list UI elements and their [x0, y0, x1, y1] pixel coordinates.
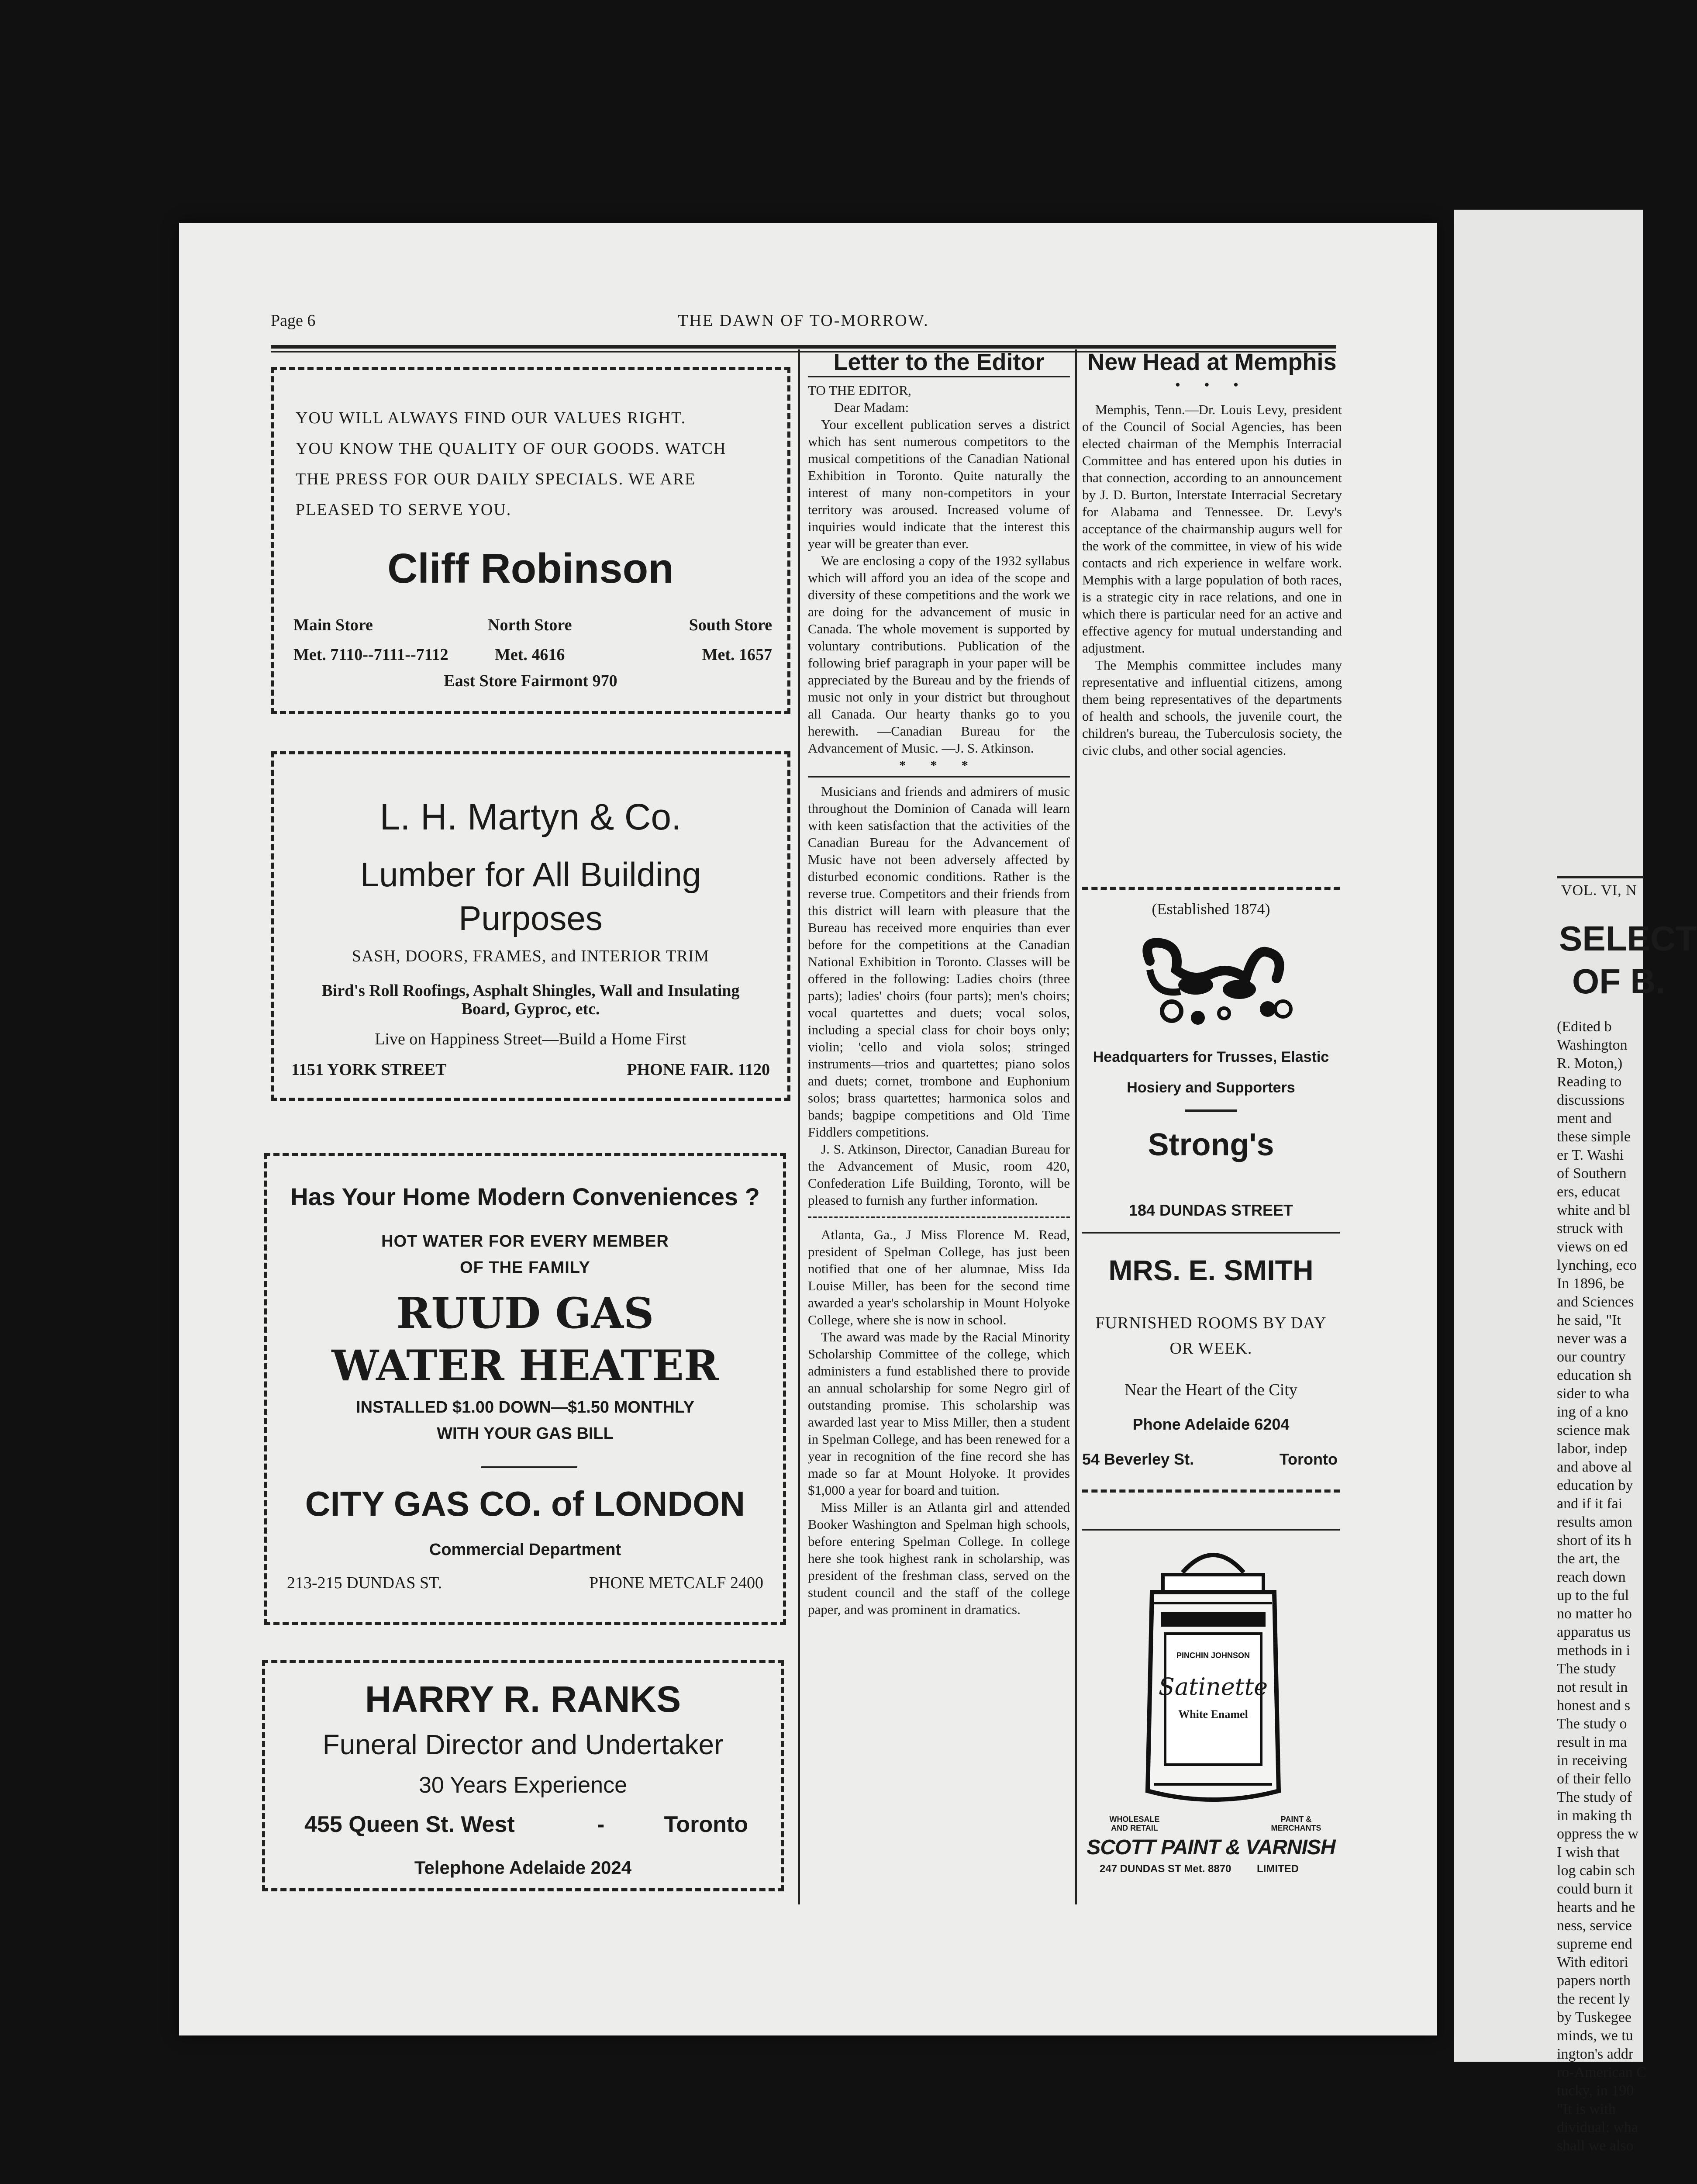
ad-address: 455 Queen St. West: [304, 1812, 515, 1837]
article-heading: Letter to the Editor: [833, 349, 1045, 375]
adjacent-column-line: in receiving: [1557, 1752, 1628, 1769]
adjacent-column-line: shall we also: [1557, 2138, 1634, 2154]
adjacent-page: [1454, 210, 1697, 2154]
ad-line-2: 30 Years Experience: [418, 1773, 627, 1798]
adjacent-column-line: reach down: [1557, 1569, 1626, 1585]
adjacent-column-line: methods in i: [1557, 1642, 1631, 1659]
column-rule: [1075, 349, 1077, 1904]
salutation-2: Dear Madam:: [834, 400, 909, 415]
ad-line-1: Funeral Director and Undertaker: [322, 1729, 724, 1760]
adjacent-column-line: er T. Washi: [1557, 1147, 1624, 1163]
ad-phone: Telephone Adelaide 2024: [414, 1857, 632, 1878]
adjacent-column-line: oppress the w: [1557, 1826, 1638, 1842]
adjacent-column-line: papers north: [1557, 1973, 1631, 1989]
can-label-2: Satinette: [1158, 1673, 1268, 1700]
adjacent-column-line: log cabin sch: [1557, 1863, 1635, 1879]
adjacent-column-line: The study: [1557, 1661, 1616, 1677]
paragraph: Miss Miller is an Atlanta girl and attended Booker Washington and Spelman high schools, before entering Spelman College. In college here she took highest rank in scholarship, was president of the freshman class, served on the student council and the staff of the college paper, and was prominent in dramatics.: [808, 1500, 1070, 1617]
product-name-1: RUUD GAS: [396, 1289, 654, 1338]
stars-divider: • • •: [1175, 377, 1249, 392]
ad-divider: [481, 1466, 577, 1468]
column-rule: [798, 349, 800, 1904]
ad-line-2: Hosiery and Supporters: [1127, 1079, 1295, 1096]
article-heading: New Head at Memphis: [1087, 349, 1337, 375]
page-header: [271, 311, 1336, 337]
ad-dept: Commercial Department: [429, 1541, 621, 1559]
ad-address: 213-215 DUNDAS ST.: [287, 1574, 442, 1592]
page-number: Page 6: [271, 311, 316, 330]
store-main-label: Main Store: [293, 616, 373, 634]
ad-address: 1151 YORK STREET: [291, 1061, 447, 1079]
ad-headline-1: Lumber for All Building: [360, 855, 701, 894]
ad-address: 54 Beverley St.: [1082, 1450, 1194, 1468]
store-main-phone: Met. 7110--7111--7112: [293, 646, 448, 664]
ad-scott-paint: [1082, 1546, 1340, 1896]
letter-column: [808, 349, 1070, 1618]
ad-tagline-2: YOU KNOW THE QUALITY OF OUR GOODS. WATCH: [296, 439, 727, 458]
section-rule: [1082, 1529, 1340, 1531]
ad-address: 247 DUNDAS ST Met. 8870: [1100, 1863, 1231, 1875]
volume-label: VOL. VI, N: [1561, 882, 1637, 898]
ad-harry-ranks: [262, 1660, 784, 1891]
paragraph: Your excellent publication serves a district which has sent numerous competitors to the musical competitions of the Canadian National Exhibition in Toronto. Quite naturally the interest of many non-competitors in your territory was aroused. Increased volume of inquiries would indicate that the interest this year will be greater than ever.: [808, 417, 1070, 551]
paragraph: The Memphis committee includes many representative and influential citizens, among them being representatives of the departments of health and schools, the juvenile court, the children's bureau, the Tuberculosis society, the civic clubs, and other social agencies.: [1082, 657, 1342, 758]
ad-line-3: Near the Heart of the City: [1124, 1381, 1297, 1399]
store-south-label: South Store: [689, 616, 772, 634]
heading-rule: [808, 376, 1070, 377]
ad-cliff-robinson: [271, 367, 790, 714]
ad-tagline-1: YOU WILL ALWAYS FIND OUR VALUES RIGHT.: [296, 409, 686, 427]
adjacent-column-line: (Edited b: [1557, 1019, 1612, 1035]
masthead-rule: [1557, 876, 1644, 878]
adjacent-column-line: minds, we tu: [1557, 2028, 1633, 2044]
adjacent-column-line: no matter ho: [1557, 1606, 1632, 1622]
ad-brand-name: L. H. Martyn & Co.: [379, 796, 682, 837]
adjacent-column-line: The study of: [1557, 1789, 1632, 1805]
paragraph: Musicians and friends and admirers of music throughout the Dominion of Canada will learn with keen satisfaction that the activities of the Canadian Bureau for the Advancement of Music have not been adversely affected by disturbed economic conditions. Rather is the reverse true. Competitors and their friends from this district will learn with pleasure that the Bureau has received more enquiries than ever before for the competitions at the Canadian National Exhibition in Toronto. Classes will be offered in the following: Ladies choirs (three parts); ladies' choirs (four parts); men's choirs; vocal quartettes and duets; vocal solos, including a special class for choir boys only; violin; 'cello and viola solos; stringed instruments—trios and quartettes; piano solos and duets; cornet, trombone and Euphonium solos; brass quartettes; harmonica solos and bands; bagpipe competitions and Old Time Fiddlers competitions.: [808, 784, 1070, 1140]
adjacent-column-line: R. Moton,): [1557, 1055, 1623, 1071]
stars-divider: * * *: [899, 757, 979, 773]
store-south-phone: Met. 1657: [702, 646, 772, 664]
adjacent-column-line: supreme end: [1557, 1936, 1632, 1952]
adjacent-column-line: the recent ly: [1557, 1991, 1631, 2007]
product-name-2: WATER HEATER: [331, 1341, 719, 1390]
ad-brand-name: Cliff Robinson: [387, 545, 674, 592]
ad-ruud-gas: [264, 1153, 786, 1625]
adjacent-column-line: "It is with: [1557, 2101, 1616, 2117]
memphis-column: [1082, 349, 1342, 759]
ad-lh-martyn: [271, 751, 790, 1101]
ad-established: (Established 1874): [1152, 900, 1270, 918]
ad-tag-right: PAINT & MERCHANTS: [1271, 1815, 1321, 1832]
ad-brand-name: MRS. E. SMITH: [1108, 1254, 1314, 1286]
adjacent-headline: SELECT OF B.: [1559, 919, 1697, 1001]
ad-address: 184 DUNDAS STREET: [1128, 1201, 1293, 1219]
adjacent-column-line: never was a: [1557, 1330, 1627, 1347]
adjacent-column-line: I wish that: [1557, 1844, 1620, 1860]
adjacent-column-line: views on ed: [1557, 1239, 1628, 1255]
article-rule: [808, 776, 1070, 778]
paper-title: THE DAWN OF TO-MORROW.: [678, 311, 929, 330]
article-rule: [808, 1216, 1070, 1218]
adjacent-column-line: ness, service: [1557, 1918, 1632, 1934]
adjacent-column-line: white and bl: [1557, 1202, 1631, 1218]
paragraph: We are enclosing a copy of the 1932 syllabus which will afford you an idea of the scope and diversity of these competitions and the work we are doing for the advancement of music in Canada. The whole movement is supported by voluntary contributions. Publication of the following brief paragraph in your paper will be appreciated by the Bureau and by the friends of music not only in your district but throughout all Canada. Our hearty thanks go to you herewith. —Canadian Bureau for the Advancement of Music. —J. S. Atkinson.: [808, 553, 1070, 756]
adjacent-column-line: hearts and he: [1557, 1899, 1635, 1915]
ad-divider: [1185, 1109, 1237, 1112]
can-label-3: White Enamel: [1178, 1708, 1248, 1721]
adjacent-column-line: struck with: [1557, 1220, 1624, 1237]
ad-products-2: Board, Gyproc, etc.: [461, 1000, 600, 1018]
adjacent-column-line: and above al: [1557, 1459, 1632, 1475]
adjacent-column-line: by Tuskegee: [1557, 2009, 1631, 2025]
paragraph: J. S. Atkinson, Director, Canadian Bureau for the Advancement of Music, room 420, Confederation Life Building, Toronto, will be pleased to furnish any further information.: [808, 1141, 1070, 1208]
adjacent-column-line: honest and s: [1557, 1697, 1631, 1714]
ad-line-1: HOT WATER FOR EVERY MEMBER: [381, 1232, 669, 1251]
ad-brand-name: SCOTT PAINT & VARNISH: [1086, 1836, 1335, 1859]
adjacent-column: [1557, 1018, 1644, 2155]
adjacent-column-line: discussions: [1557, 1092, 1625, 1108]
ad-company: CITY GAS CO. of LONDON: [305, 1484, 745, 1523]
adjacent-column-line: education by: [1557, 1477, 1633, 1493]
ad-line-1: Headquarters for Trusses, Elastic: [1093, 1049, 1329, 1065]
ad-subline: SASH, DOORS, FRAMES, and INTERIOR TRIM: [352, 947, 710, 965]
ad-city: Toronto: [1279, 1450, 1338, 1468]
ad-line-2: OF THE FAMILY: [460, 1258, 590, 1277]
adjacent-column-line: ing of a kno: [1557, 1404, 1628, 1420]
adjacent-column-line: science mak: [1557, 1422, 1630, 1438]
ad-products-1: Bird's Roll Roofings, Asphalt Shingles, Wall and Insulating: [321, 981, 740, 1000]
ad-phone: PHONE FAIR. 1120: [627, 1061, 770, 1079]
adjacent-column-line: of their fello: [1557, 1771, 1631, 1787]
ad-dash: -: [597, 1812, 605, 1837]
ad-city: Toronto: [664, 1812, 748, 1837]
adjacent-column-line: these simple: [1557, 1129, 1631, 1145]
paragraph: The award was made by the Racial Minority Scholarship Committee of the college, which administers a fund established there to provide an annual scholarship for some Negro girl of outstanding promise. This scholarship was awarded last year to Miss Miller, then a student in Spelman College, and has been renewed for a year in recognition of the fine record she has made so far at Mount Holyoke. It provides $1,000 a year for board and tuition.: [808, 1329, 1070, 1498]
adjacent-column-line: not result in: [1557, 1679, 1628, 1695]
ad-brand-name: HARRY R. RANKS: [365, 1679, 681, 1720]
ad-line-1: FURNISHED ROOMS: [1095, 1314, 1259, 1332]
ad-tag-left: WHOLESALE AND RETAIL: [1109, 1815, 1160, 1832]
ad-limited: LIMITED: [1257, 1863, 1299, 1875]
adjacent-column-line: ers, educat: [1557, 1184, 1621, 1200]
adjacent-column-line: he said, "It: [1557, 1312, 1621, 1328]
can-label-1: PINCHIN JOHNSON: [1176, 1651, 1250, 1660]
ad-terms-2: WITH YOUR GAS BILL: [437, 1424, 614, 1443]
section-rule: [1082, 1489, 1340, 1493]
store-east: East Store Fairmont 970: [444, 672, 617, 690]
adjacent-column-line: the art, the: [1557, 1551, 1620, 1567]
ad-line-2: BY DAY OR WEEK.: [1169, 1314, 1327, 1358]
ad-strongs: [1082, 895, 1340, 1245]
adjacent-column-line: and Sciences: [1557, 1294, 1634, 1310]
adjacent-column-line: tucky, in 190: [1557, 2083, 1634, 2099]
store-north-phone: Met. 4616: [495, 646, 565, 664]
adjacent-column-line: of Southern: [1557, 1165, 1627, 1182]
adjacent-column-line: The study o: [1557, 1716, 1627, 1732]
adjacent-column-line: result in ma: [1557, 1734, 1627, 1750]
adjacent-column-line: In 1896, be: [1557, 1275, 1624, 1292]
ad-slogan: Live on Happiness Street—Build a Home First: [375, 1030, 686, 1048]
ad-terms-1: INSTALLED $1.00 DOWN—$1.50 MONTHLY: [356, 1398, 694, 1417]
adjacent-column-line: our country: [1557, 1349, 1626, 1365]
adjacent-column-line: ington's addr: [1557, 2046, 1634, 2062]
paragraph: Atlanta, Ga., J Miss Florence M. Read, president of Spelman College, has just been notified that one of her alumnae, Miss Ida Louise Miller, has been for the second time awarded a year's scholarship in Mount Holyoke College, where she is now in school.: [808, 1227, 1070, 1327]
adjacent-column-line: and if it fai: [1557, 1496, 1623, 1512]
adjacent-column-line: labor, indep: [1557, 1441, 1628, 1457]
paragraph: Memphis, Tenn.—Dr. Louis Levy, president of the Council of Social Agencies, has been elected chairman of the Memphis Interracial Committee and has entered upon his duties in that connection, according to an announcement by J. D. Burton, Interstate Interracial Secretary for Alabama and Tennessee. Dr. Levy's acceptance of the chairmanship augurs well for the work of the committee, in view of his wide contacts and rich experience in welfare work. Memphis with a large population of both races, is a strategic city in race relations, and one in which there is particular need for an active and effective agency for mutual understanding and adjustment.: [1082, 402, 1342, 656]
adjacent-column-line: lynching, eco: [1557, 1257, 1637, 1273]
ad-phone: Phone Adelaide 6204: [1132, 1415, 1290, 1433]
adjacent-column-line: apparatus us: [1557, 1624, 1631, 1640]
adjacent-column-line: up to the ful: [1557, 1587, 1629, 1603]
ad-headline-2: Purposes: [459, 899, 603, 937]
adjacent-column-line: education sh: [1557, 1367, 1631, 1383]
adjacent-column-line: short of its h: [1557, 1532, 1631, 1548]
adjacent-column-line: ro-American C: [1557, 2064, 1646, 2080]
ad-question: Has Your Home Modern Conveniences ?: [290, 1183, 760, 1210]
ad-phone: PHONE METCALF 2400: [589, 1574, 763, 1592]
adjacent-column-line: sider to wha: [1557, 1386, 1630, 1402]
ad-mrs-smith: [1082, 1254, 1340, 1498]
section-rule: [1082, 1232, 1340, 1234]
header-rule: [271, 345, 1336, 349]
section-rule: [1082, 887, 1340, 890]
adjacent-column-line: could burn it: [1557, 1881, 1633, 1897]
adjacent-column-line: With editori: [1557, 1954, 1628, 1970]
ad-tagline-3: THE PRESS FOR OUR DAILY SPECIALS. WE ARE: [296, 470, 696, 488]
adjacent-column-line: Reading to: [1557, 1074, 1622, 1090]
ad-brand-name: Strong's: [1148, 1127, 1274, 1162]
salutation-1: TO THE EDITOR,: [808, 383, 911, 398]
store-north-label: North Store: [488, 616, 572, 634]
adjacent-column-line: ment and: [1557, 1110, 1612, 1127]
adjacent-column-line: Washington: [1557, 1037, 1628, 1053]
ad-tagline-4: PLEASED TO SERVE YOU.: [296, 501, 512, 519]
adjacent-column-line: dividual: wha: [1557, 2119, 1638, 2136]
adjacent-column-line: results amon: [1557, 1514, 1632, 1530]
adjacent-column-line: in making th: [1557, 1807, 1632, 1824]
